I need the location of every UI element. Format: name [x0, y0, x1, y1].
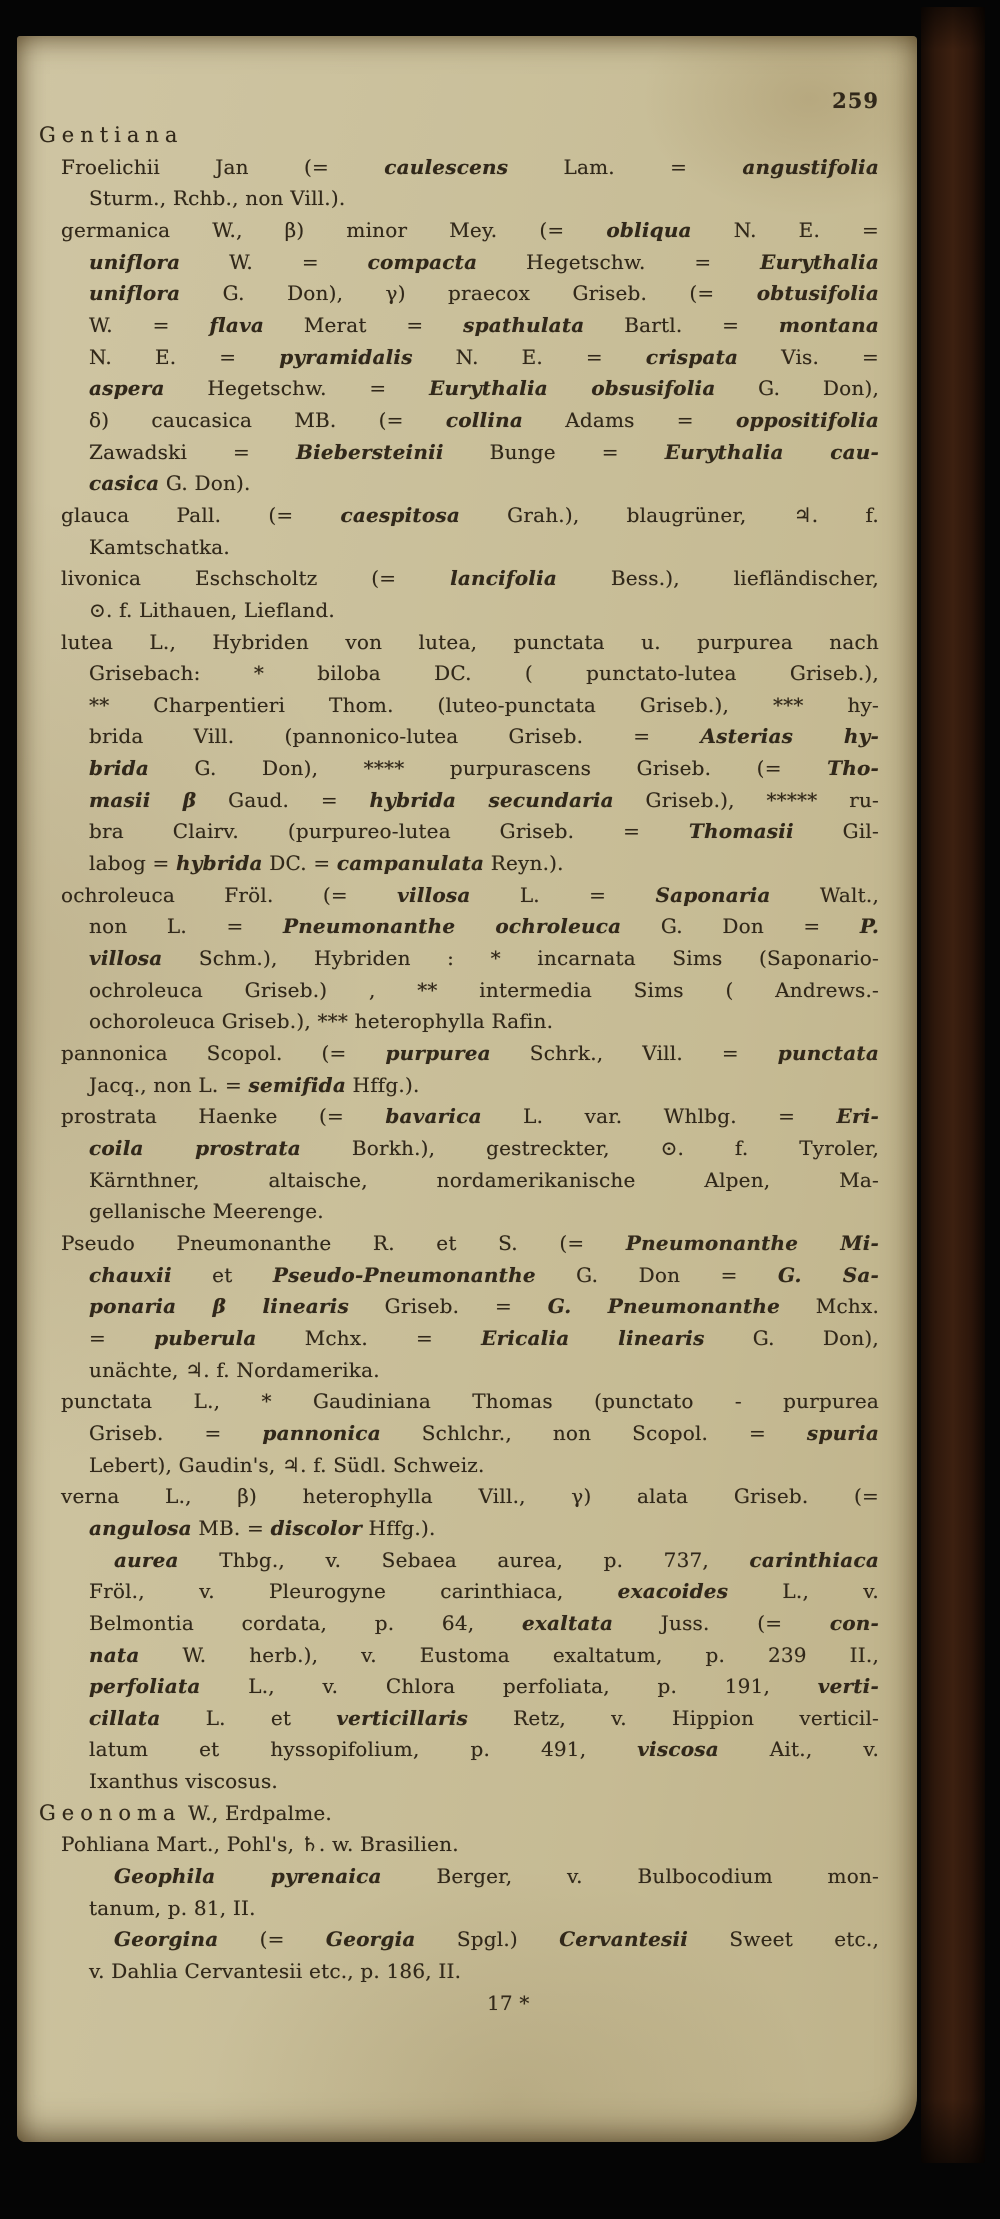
text-line: [89, 310, 879, 342]
text-line: [89, 753, 879, 785]
text-line: [89, 1418, 879, 1450]
text-line: [89, 595, 879, 627]
text-line: [89, 342, 879, 374]
text-line: [89, 278, 879, 310]
text-line: [89, 1165, 879, 1197]
synonym-name: perfoliata: [89, 1674, 201, 1699]
text-line: [61, 1481, 879, 1513]
body-text: DC. =: [262, 851, 337, 876]
body-text: ochroleuca Griseb.) , ** intermedia Sims ( Andrews.-: [89, 977, 879, 1002]
body-text: Adams =: [523, 407, 736, 432]
body-text: Pohliana Mart., Pohl's, ♄. w. Brasilien.: [61, 1832, 459, 1857]
synonym-name: Asterias hy-: [700, 724, 879, 749]
text-line: [89, 785, 879, 817]
text-line: [89, 1006, 879, 1038]
synonym-name: G. Pneumonanthe: [547, 1294, 781, 1319]
body-text: glauca Pall. (=: [61, 502, 341, 527]
body-text: L. var. Whlbg. =: [481, 1104, 837, 1129]
synonym-name: Tho-: [827, 756, 879, 781]
text-line: [89, 690, 879, 722]
body-text: MB. =: [191, 1515, 271, 1540]
text-line: [39, 120, 879, 152]
genus-heading: Geonoma: [39, 1800, 182, 1825]
body-text: Walt.,: [770, 882, 880, 907]
synonym-name: angulosa: [89, 1515, 192, 1540]
body-text: ** Charpentieri Thom. (luteo-punctata Griseb.), *** hy-: [89, 692, 879, 717]
body-text: pannonica Scopol. (=: [61, 1041, 386, 1066]
body-text: Bartl. =: [584, 312, 779, 337]
text-line: [89, 468, 879, 500]
body-text: Retz, v. Hippion verticil-: [468, 1705, 880, 1730]
body-text: Belmontia cordata, p. 64,: [89, 1610, 522, 1635]
synonym-name: aspera: [89, 376, 165, 401]
text-line: [61, 563, 879, 595]
text-line: [39, 1798, 879, 1830]
synonym-name: Georgia: [325, 1927, 416, 1952]
body-text: Berger, v. Bulbocodium mon-: [381, 1864, 879, 1889]
body-text: Reyn.).: [484, 851, 564, 876]
body-text: Hegetschw. =: [164, 376, 430, 401]
synonym-name: spuria: [806, 1420, 880, 1445]
text-line: [89, 1703, 879, 1735]
text-line: [89, 1640, 879, 1672]
body-text: Schlchr., non Scopol. =: [380, 1420, 807, 1445]
body-text: Schm.), Hybriden : * incarnata Sims (Saponario-: [162, 946, 879, 971]
body-text: et: [171, 1262, 273, 1287]
synonym-name: Biebersteinii: [296, 439, 444, 464]
body-text: L., v.: [728, 1579, 879, 1604]
text-line: [89, 1133, 879, 1165]
body-text: Schrk., Vill. =: [490, 1041, 778, 1066]
synonym-name: Pseudo-Pneumonanthe: [272, 1262, 536, 1287]
body-text: Froelichii Jan (=: [61, 154, 385, 179]
synonym-name: Eurythalia cau-: [664, 439, 879, 464]
body-text: bra Clairv. (purpureo-lutea Griseb. =: [89, 819, 689, 844]
text-line: [89, 1323, 879, 1355]
body-text: W., Erdpalme.: [181, 1800, 332, 1825]
text-block: [39, 86, 879, 2019]
body-text: Bess.), liefländischer,: [557, 566, 879, 591]
body-text: G. Don).: [159, 471, 251, 496]
synonym-name: villosa: [89, 946, 163, 971]
synonym-name: con-: [829, 1610, 879, 1635]
body-text: tanum, p. 81, II.: [89, 1895, 256, 1920]
body-text: Kamtschatka.: [89, 534, 230, 559]
text-line: [89, 1576, 879, 1608]
synonym-name: obliqua: [606, 217, 692, 242]
body-text: Griseb.), ***** ru-: [613, 787, 879, 812]
body-text: Hegetschw. =: [477, 249, 761, 274]
body-text: Thbg., v. Sebaea aurea, p. 737,: [178, 1547, 750, 1572]
synonym-name: caespitosa: [340, 502, 460, 527]
synonym-name: caulescens: [384, 154, 509, 179]
text-line: [89, 658, 879, 690]
synonym-name: puberula: [154, 1325, 257, 1350]
synonym-name: punctata: [777, 1041, 880, 1066]
text-line: [89, 848, 879, 880]
body-text: Fröl., v. Pleurogyne carinthiaca,: [89, 1579, 618, 1604]
text-line: [89, 247, 879, 279]
body-text: brida Vill. (pannonico-lutea Griseb. =: [89, 724, 701, 749]
text-line: [89, 183, 879, 215]
body-text: verna L., β) heterophylla Vill., γ) alata Griseb. (=: [61, 1484, 879, 1509]
body-text: Hffg.).: [346, 1072, 420, 1097]
synonym-name: hybrida: [176, 851, 263, 876]
body-text: =: [89, 1325, 155, 1350]
synonym-name: verti-: [817, 1674, 879, 1699]
synonym-name: campanulata: [336, 851, 485, 876]
synonym-name: Eri-: [836, 1104, 879, 1129]
body-text: G. Don =: [535, 1262, 778, 1287]
body-text: lutea L., Hybriden von lutea, punctata u. purpurea nach: [61, 629, 879, 654]
text-line: [61, 1101, 879, 1133]
body-text: Jacq., non L. =: [89, 1072, 249, 1097]
text-line: [89, 1291, 879, 1323]
body-text: Kärnthner, altaische, nordamerikanische Alpen, Ma-: [89, 1167, 879, 1192]
synonym-name: compacta: [367, 249, 478, 274]
synonym-name: brida: [89, 756, 150, 781]
body-text: germanica W., β) minor Mey. (=: [61, 217, 607, 242]
body-text: Griseb. =: [89, 1420, 263, 1445]
text-line: [89, 1513, 879, 1545]
text-line: [89, 911, 879, 943]
synonym-name: angustifolia: [742, 154, 879, 179]
synonym-name: Pneumonanthe ochroleuca: [282, 914, 622, 939]
text-line: [114, 1924, 879, 1956]
body-text: L., v. Chlora perfoliata, p. 191,: [200, 1674, 818, 1699]
body-text: (=: [218, 1927, 326, 1952]
body-text: Spgl.): [415, 1927, 560, 1952]
synonym-name: hybrida secundaria: [369, 787, 614, 812]
body-text: prostrata Haenke (=: [61, 1104, 386, 1129]
body-text: N. E. =: [89, 344, 280, 369]
text-line: [61, 1829, 879, 1861]
body-text: Merat =: [264, 312, 464, 337]
synonym-name: Saponaria: [655, 882, 771, 907]
synonym-name: exaltata: [521, 1610, 614, 1635]
synonym-name: oppositifolia: [735, 407, 879, 432]
synonym-name: coila prostrata: [89, 1136, 301, 1160]
body-text: L. et: [160, 1705, 337, 1730]
body-text: Sturm., Rchb., non Vill.).: [89, 186, 346, 211]
body-text: unächte, ♃. f. Nordamerika.: [89, 1357, 380, 1382]
body-text: Mchx. =: [256, 1325, 482, 1350]
text-line: [89, 1956, 879, 1988]
body-text: Griseb. =: [348, 1294, 548, 1319]
body-text: Pseudo Pneumonanthe R. et S. (=: [61, 1230, 626, 1255]
body-text: labog =: [89, 851, 177, 876]
text-line: [89, 1196, 879, 1228]
body-text: ⊙. f. Lithauen, Liefland.: [89, 597, 335, 622]
text-line: [89, 1734, 879, 1766]
synonym-name: G. Sa-: [777, 1262, 880, 1287]
body-text: gellanische Meerenge.: [89, 1199, 324, 1224]
body-text: Zawadski =: [89, 439, 297, 464]
text-line: [89, 532, 879, 564]
synonym-name: Cervantesii: [559, 1927, 689, 1952]
synonym-name: uniflora: [89, 249, 181, 274]
body-text: W. =: [89, 312, 210, 337]
body-text: Lam. =: [508, 154, 743, 179]
synonym-name: Eurythalia obsusifolia: [429, 376, 716, 401]
body-text: Ixanthus viscosus.: [89, 1769, 278, 1794]
text-line: [61, 627, 879, 659]
synonym-name: montana: [778, 312, 880, 337]
body-text: G. Don),: [715, 376, 879, 401]
synonym-name: Thomasii: [688, 819, 794, 844]
text-line: [89, 1355, 879, 1387]
synonym-name: ponaria β linearis: [89, 1294, 349, 1319]
synonym-name: verticillaris: [336, 1705, 468, 1730]
body-text: Juss. (=: [613, 1610, 830, 1635]
text-line: [61, 152, 879, 184]
text-line: [61, 1228, 879, 1260]
body-text: ochoroleuca Griseb.), *** heterophylla Rafin.: [89, 1009, 554, 1034]
text-line: [61, 500, 879, 532]
body-text: latum et hyssopifolium, p. 491,: [89, 1737, 638, 1762]
synonym-name: Pneumonanthe Mi-: [625, 1230, 880, 1255]
text-line: [89, 816, 879, 848]
body-text: ochroleuca Fröl. (=: [61, 882, 398, 907]
text-line: [487, 1988, 879, 2020]
synonym-name: viscosa: [637, 1737, 719, 1762]
synonym-name: pyramidalis: [279, 344, 413, 369]
synonym-name: Georgina: [114, 1927, 219, 1952]
body-text: 17 *: [487, 1990, 530, 2015]
body-text: Lebert), Gaudin's, ♃. f. Südl. Schweiz.: [89, 1452, 485, 1477]
text-line: [61, 1386, 879, 1418]
body-text: G. Don), γ) praecox Griseb. (=: [180, 281, 757, 306]
synonym-name: obtusifolia: [756, 281, 879, 306]
text-line: [89, 1608, 879, 1640]
synonym-name: masii β: [89, 787, 197, 812]
body-text: Sweet etc.,: [688, 1927, 880, 1952]
body-text: Gil-: [793, 819, 879, 844]
text-line: [89, 373, 879, 405]
body-text: Borkh.), gestreckter, ⊙. f. Tyroler,: [300, 1136, 880, 1160]
text-line: [89, 721, 879, 753]
synonym-name: collina: [445, 407, 524, 432]
synonym-name: Geophila pyrenaica: [114, 1864, 382, 1889]
synonym-name: lancifolia: [450, 566, 558, 591]
synonym-name: uniflora: [89, 281, 181, 306]
body-text: Grisebach: * biloba DC. ( punctato-lutea Griseb.),: [89, 661, 879, 686]
synonym-name: crispata: [645, 344, 739, 369]
synonym-name: carinthiaca: [749, 1547, 879, 1572]
text-line: [89, 975, 879, 1007]
body-text: non L. =: [89, 914, 283, 939]
book-page: [17, 36, 917, 2142]
text-line: [89, 1070, 879, 1102]
body-text: N. E. =: [412, 344, 646, 369]
body-text: Bunge =: [443, 439, 665, 464]
synonym-name: nata: [89, 1642, 140, 1667]
text-line: [89, 437, 879, 469]
synonym-name: exacoides: [617, 1579, 729, 1604]
text-line: [89, 405, 879, 437]
body-text: L. =: [470, 882, 656, 907]
text-line: [61, 880, 879, 912]
synonym-name: Ericalia linearis: [481, 1325, 705, 1350]
text-line: [89, 1893, 879, 1925]
text-line: [114, 1545, 879, 1577]
body-text: punctata L., * Gaudiniana Thomas (punctato - purpurea: [61, 1389, 879, 1414]
body-text: G. Don =: [621, 914, 860, 939]
body-text: δ) caucasica MB. (=: [89, 407, 446, 432]
body-text: G. Don), **** purpurascens Griseb. (=: [149, 756, 828, 781]
text-line: [89, 1450, 879, 1482]
synonym-name: aurea: [114, 1547, 179, 1572]
page-number: 259: [832, 88, 879, 113]
body-text: livonica Eschscholtz (=: [61, 566, 451, 591]
synonym-name: bavarica: [385, 1104, 482, 1129]
synonym-name: flava: [209, 312, 265, 337]
text-line: [89, 1766, 879, 1798]
text-line: [114, 1861, 879, 1893]
synonym-name: cillata: [89, 1705, 161, 1730]
body-text: Vis. =: [738, 344, 880, 369]
synonym-name: pannonica: [262, 1420, 381, 1445]
body-text: Mchx.: [780, 1294, 879, 1319]
synonym-name: villosa: [397, 882, 471, 907]
synonym-name: semifida: [248, 1072, 346, 1097]
body-text: G. Don),: [704, 1325, 879, 1350]
body-text: v. Dahlia Cervantesii etc., p. 186, II.: [89, 1959, 462, 1984]
synonym-name: casica: [89, 471, 160, 496]
synonym-name: spathulata: [463, 312, 585, 337]
text-line: [89, 1671, 879, 1703]
body-text: Gaud. =: [196, 787, 370, 812]
body-text: W. =: [180, 249, 368, 274]
synonym-name: Eurythalia: [760, 249, 879, 274]
genus-heading: Gentiana: [39, 123, 184, 147]
text-line: [89, 1260, 879, 1292]
body-text: Grah.), blaugrüner, ♃. f.: [459, 502, 879, 527]
text-line: [61, 1038, 879, 1070]
synonym-name: P.: [859, 914, 879, 939]
synonym-name: discolor: [270, 1515, 362, 1540]
text-line: [61, 215, 879, 247]
synonym-name: chauxii: [89, 1262, 172, 1287]
body-text: Hffg.).: [362, 1515, 436, 1540]
book-fore-edge: [921, 7, 985, 2163]
text-line: [89, 943, 879, 975]
synonym-name: purpurea: [385, 1041, 491, 1066]
body-text: Ait., v.: [718, 1737, 880, 1762]
body-text: W. herb.), v. Eustoma exaltatum, p. 239 II.,: [139, 1642, 879, 1667]
body-text: N. E. =: [691, 217, 879, 242]
